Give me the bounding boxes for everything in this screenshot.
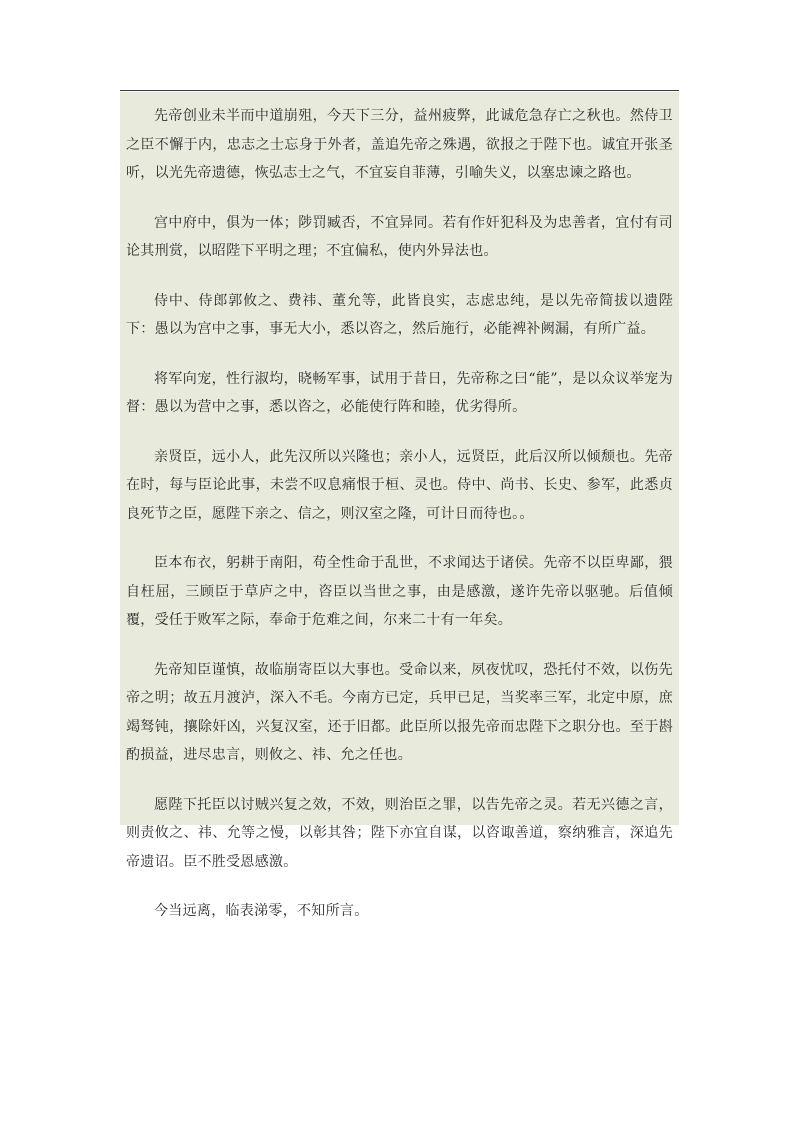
top-divider <box>120 90 679 91</box>
paragraph-9: 今当远离，临表涕零，不知所言。 <box>154 903 369 919</box>
paragraph-7: 先帝知臣谨慎，故临崩寄臣以大事也。受命以来，夙夜忧叹，恐托付不效，以伤先帝之明；故五月渡泸，深入不毛。今南方已定，兵甲已足，当奖率三军，北定中原，庶竭驽钝，攘除奸凶，兴复汉室，还于旧都。此臣所以报先帝而忠陛下之职分也。至于斟酌损益，进尽忠言，则攸之、祎、允之任也。 <box>126 661 673 763</box>
paragraph-2: 宫中府中，俱为一体；陟罚臧否，不宜异同。若有作奸犯科及为忠善者，宜付有司论其刑赏，以昭陛下平明之理；不宜偏私，使内外异法也。 <box>126 214 673 259</box>
paragraph-6: 臣本布衣，躬耕于南阳，苟全性命于乱世，不求闻达于诸侯。先帝不以臣卑鄙，猥自枉屈，三顾臣于草庐之中，咨臣以当世之事，由是感激，遂许先帝以驱驰。后值倾覆，受任于败军之际，奉命于危难之间，尔来二十有一年矣。 <box>126 555 673 628</box>
paragraph-8: 愿陛下托臣以讨贼兴复之效，不效，则治臣之罪，以告先帝之灵。若无兴德之言，则责攸之、祎、允等之慢，以彰其咎；陛下亦宜自谋，以咨诹善道，察纳雅言，深追先帝遗诏。臣不胜受恩感激。 <box>126 796 673 870</box>
paragraph-1: 先帝创业未半而中道崩殂，今天下三分，益州疲弊，此诚危急存亡之秋也。然侍卫之臣不懈于内，忠志之士忘身于外者，盖追先帝之殊遇，欲报之于陛下也。诚宜开张圣听，以光先帝遗德，恢弘志士之气，不宜妄自菲薄，引喻失义，以塞忠谏之路也。 <box>126 108 673 181</box>
paragraph-3: 侍中、侍郎郭攸之、费祎、董允等，此皆良实，志虑忠纯，是以先帝简拔以遗陛下：愚以为宫中之事，事无大小，悉以咨之，然后施行，必能裨补阙漏，有所广益。 <box>126 292 673 337</box>
paragraph-5: 亲贤臣，远小人，此先汉所以兴隆也；亲小人，远贤臣，此后汉所以倾颓也。先帝在时，每与臣论此事，未尝不叹息痛恨于桓、灵也。侍中、尚书、长史、参军，此悉贞良死节之臣，愿陛下亲之、信之，则汉室之隆，可计日而待也。。 <box>126 448 673 522</box>
text-panel <box>120 92 679 919</box>
paragraph-4: 将军向宠，性行淑均，晓畅军事，试用于昔日，先帝称之曰“能”，是以众议举宠为督：愚以为营中之事，悉以咨之，必能使行阵和睦，优劣得所。 <box>126 370 673 415</box>
